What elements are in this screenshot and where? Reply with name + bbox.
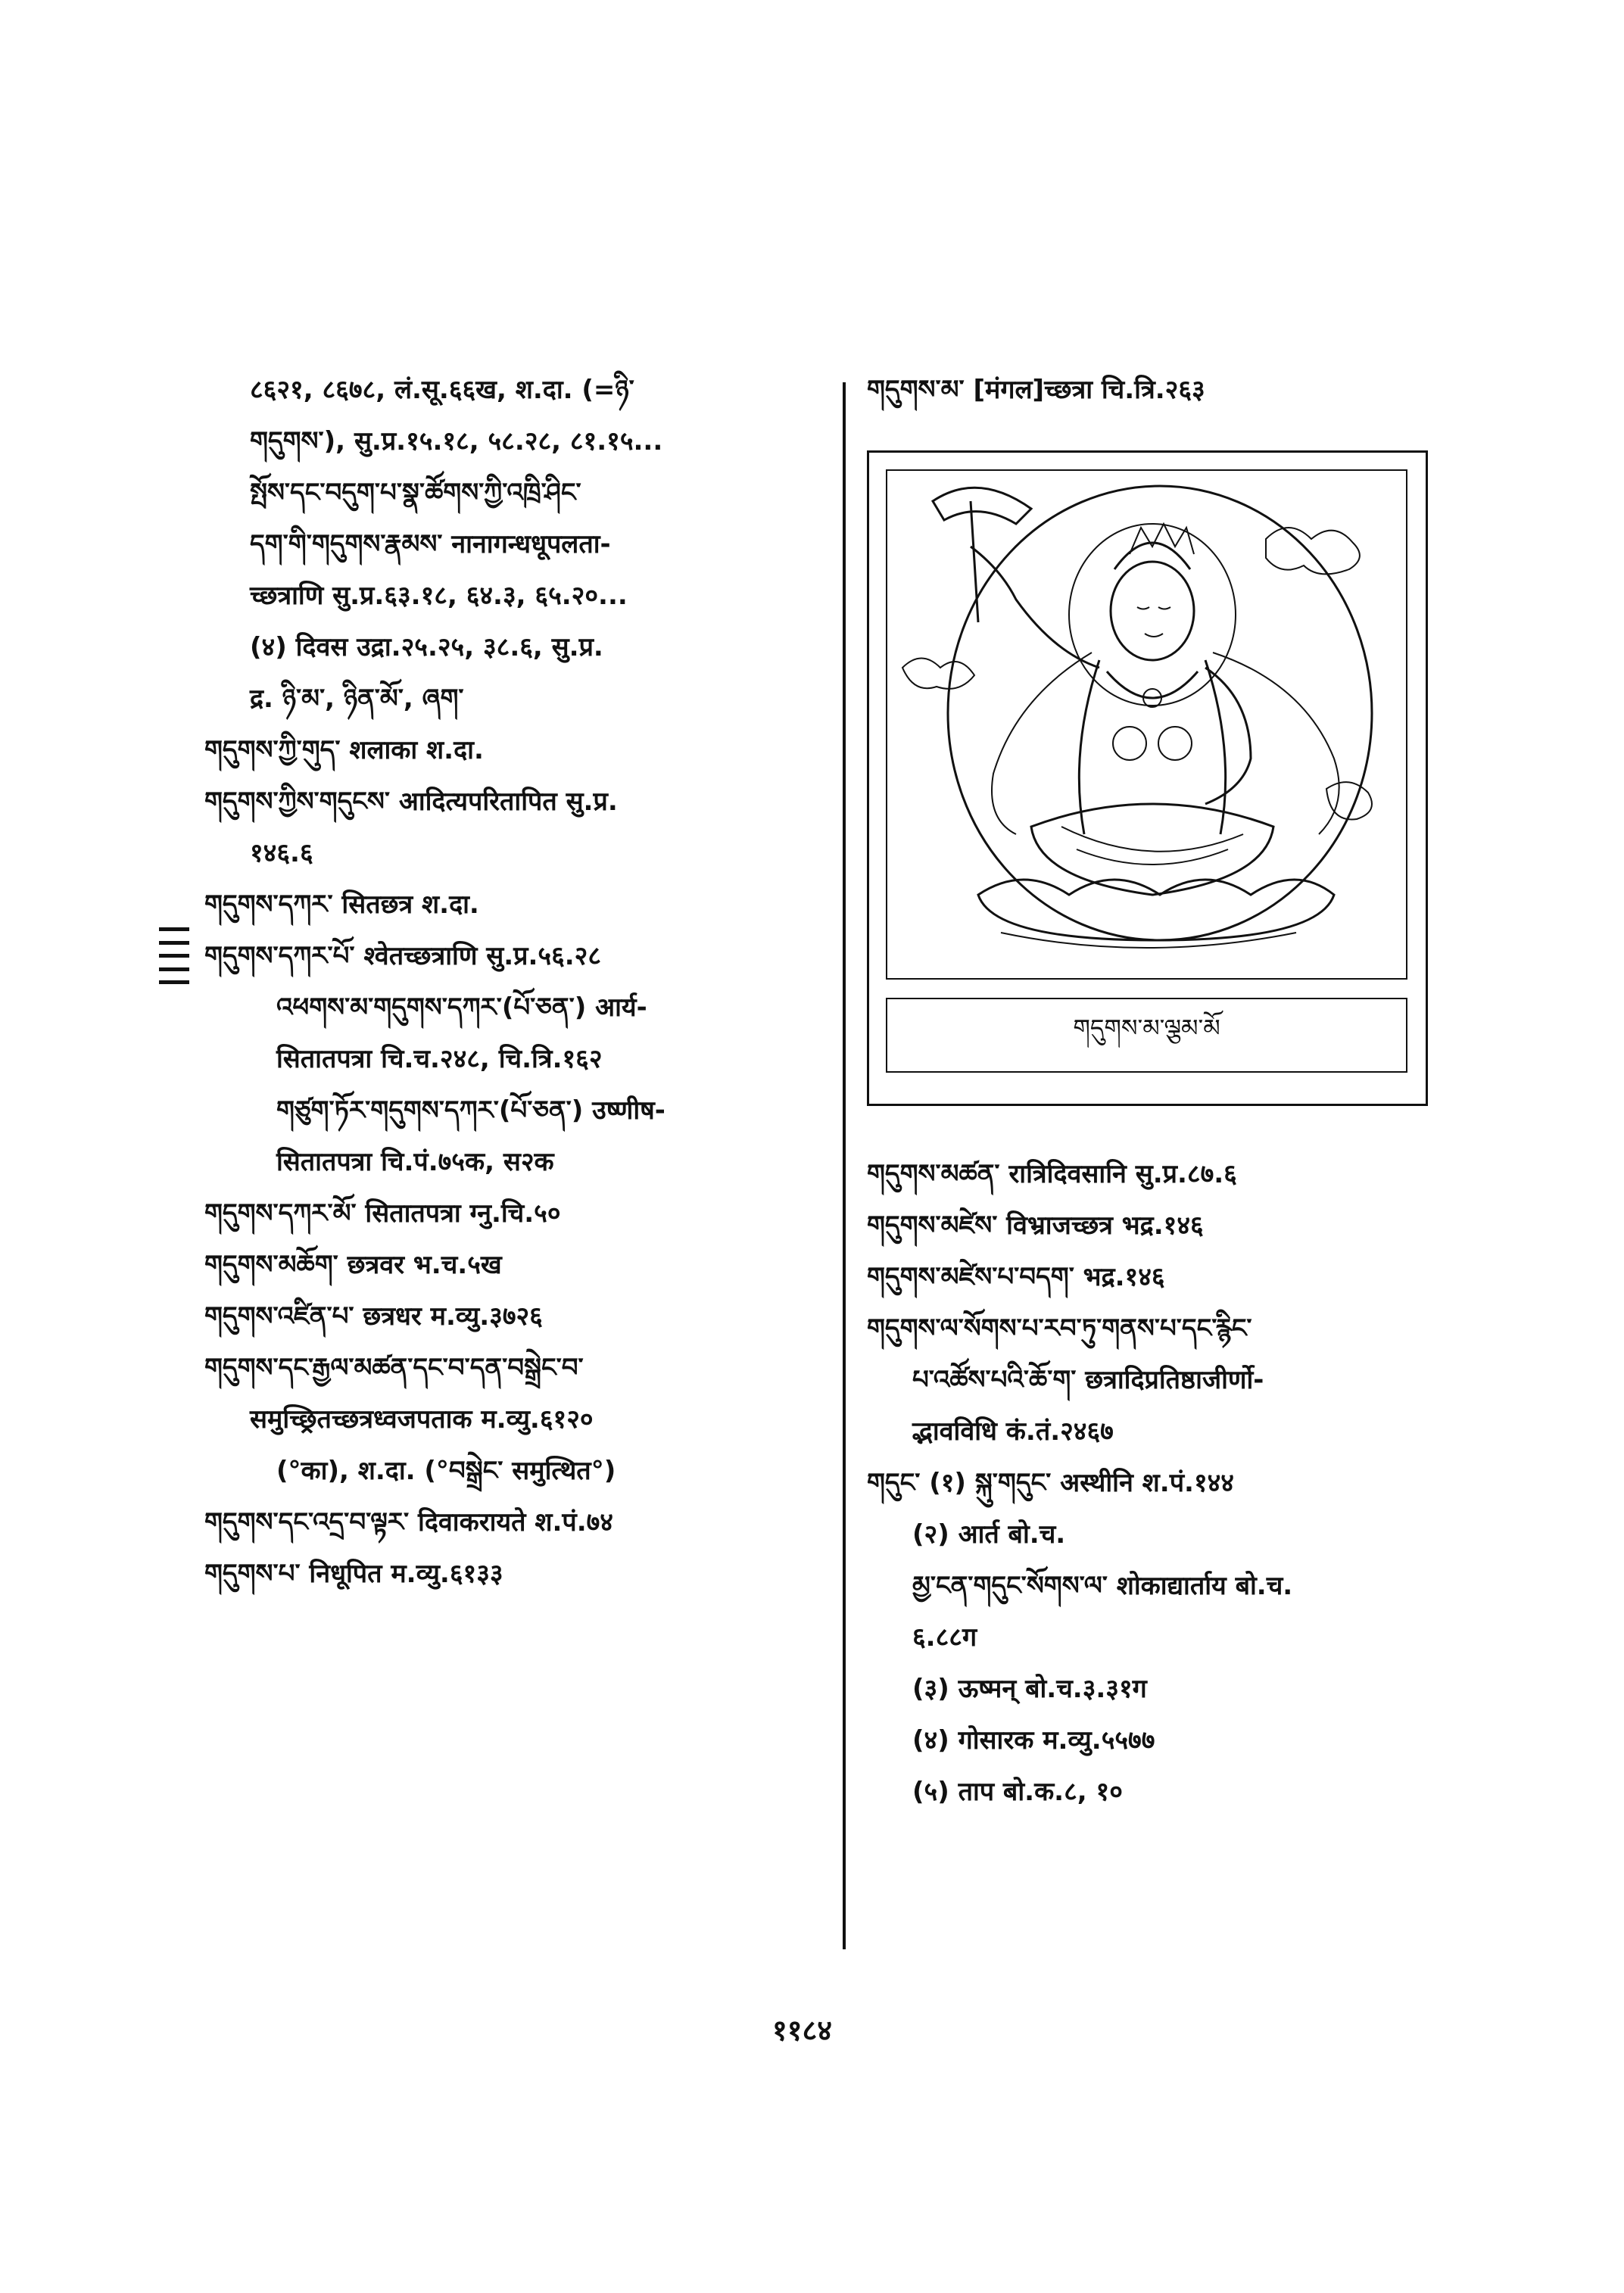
dictionary-entry-line: གདུགས་དཀར་པོ་ श्वेतच्छत्राणि सु.प्र.५६.२८ [204,941,602,971]
dictionary-entry-line: (४) दिवस उद्रा.२५.२५, ३८.६, सु.प्र. [250,632,603,662]
dictionary-entry-line: གདུགས་མཛེས་ विभ्राजच्छत्र भद्र.१४६ [867,1210,1204,1241]
dictionary-entry-line: समुच्छ्रितच्छत्रध्वजपताक म.व्यु.६१२० [250,1404,594,1435]
illustration-caption: གདུགས་མ་ལྕམ་མོ [886,998,1407,1073]
dictionary-entry-line: གདུགས་ཀྱི་གུད་ शलाका श.दा. [204,735,484,765]
dictionary-entry-line: དག་གི་གདུགས་རྣམས་ नानागन्धधूपलता- [250,529,611,559]
dictionary-entry-line: सितातपत्रा चि.च.२४८, चि.त्रि.१६२ [276,1044,603,1074]
column-divider [843,382,846,1949]
dictionary-entry-line: གདུགས་མཛེས་པ་བདག་ भद्र.१४६ [867,1262,1165,1292]
dictionary-entry-line: གཙུག་ཏོར་གདུགས་དཀར་(པོ་ཅན་) उष्णीष- [276,1095,665,1126]
dictionary-entry-line: གདུགས་དང་འདྲ་བ་ལྟར་ दिवाकरायते श.पं.७४ [204,1507,613,1537]
dictionary-entry-line: གདུགས་དཀར་མོ་ सितातपत्रा ग्नु.चि.५० [204,1198,561,1229]
dictionary-entry-line: གདུགས་མཆོག་ छत्रवर भ.च.५ख [204,1250,502,1280]
illustration-frame [867,450,1428,1106]
dictionary-entry-line: ८६२१, ८६७८, लं.सू.६६ख, श.दा. (=ཉི་ [250,375,634,405]
dictionary-entry-line: (२) आर्त बो.च. [912,1519,1066,1550]
dictionary-entry-line: (३) ऊष्मन् बो.च.३.३१ग [912,1674,1147,1704]
right-column [867,375,1473,1828]
dictionary-entry-line: གདུགས་པ་ निधूपित म.व्यु.६१३३ [204,1559,503,1589]
dictionary-entry-line: གདུགས་འཛིན་པ་ छत्रधर म.व्यु.३७२६ [204,1301,543,1332]
dictionary-entry-line: པ་འཚོས་པའི་ཆོ་ག་ छत्रादिप्रतिष्ठाजीर्णो- [912,1365,1264,1395]
dictionary-entry-line: གདུགས་དང་རྒྱལ་མཚན་དང་བ་དན་བསྒྲེང་བ་ [204,1353,584,1383]
dictionary-entry-line: च्छत्राणि सु.प्र.६३.१८, ६४.३, ६५.२०... [250,581,628,611]
dictionary-entry-line: སྤོས་དང་བདུག་པ་སྣ་ཚོགས་ཀྱི་འཁྲི་ཤིང་ [250,478,581,508]
dictionary-entry-line: १४६.६ [250,838,313,868]
left-column [204,375,840,1610]
dictionary-entry-line: གདུགས་མཚན་ रात्रिदिवसानि सु.प्र.८७.६ [867,1159,1237,1189]
side-tab-marker [159,927,189,984]
dictionary-entry-line: द्भावविधि कं.तं.२४६७ [912,1416,1114,1447]
dictionary-entry-line: གདུང་ (१) སྐུ་གདུང་ अस्थीनि श.पं.१४४ [867,1468,1234,1498]
deity-illustration [886,469,1407,980]
dictionary-entry-line: ६.८८ग [912,1622,977,1653]
dictionary-entry-line: འཕགས་མ་གདུགས་དཀར་(པོ་ཅན་) आर्य- [276,992,647,1023]
dictionary-entry-line: མྱ་ངན་གདུང་སོགས་ལ་ शोकाद्यार्ताय बो.च. [912,1571,1293,1601]
deity-figure-icon [887,471,1406,978]
right-entries [867,1159,1473,1807]
dictionary-entry-line: सितातपत्रा चि.पं.७५क, स२क [276,1147,554,1177]
dictionary-entry-line: གདུགས་), सु.प्र.१५.१८, ५८.२८, ८१.१५... [250,426,663,456]
dictionary-entry-line: (५) ताप बो.क.८, १० [912,1777,1123,1807]
dictionary-entry-line: གདུགས་དཀར་ सितछत्र श.दा. [204,889,479,920]
dictionary-entry-line: གདུགས་ལ་སོགས་པ་རབ་ཏུ་གནས་པ་དང་རྙིང་ [867,1313,1252,1344]
page-number: ११८४ [772,2014,833,2047]
dictionary-entry-line: द्र. ཉི་མ་, ཉིན་མོ་, ཞག་ [250,684,464,714]
dictionary-entry-line: (°का), श.दा. (°བསྒྲེང་ समुत्थित°) [276,1456,616,1486]
dictionary-entry-line: གདུགས་ཀྱིས་གདུངས་ आदित्यपरितापित सु.प्र. [204,787,618,817]
right-header-entry: གདུགས་མ་ [मंगल]च्छत्रा चि.त्रि.२६३ [867,375,1205,405]
dictionary-entry-line: (४) गोसारक म.व्यु.५५७७ [912,1725,1155,1756]
